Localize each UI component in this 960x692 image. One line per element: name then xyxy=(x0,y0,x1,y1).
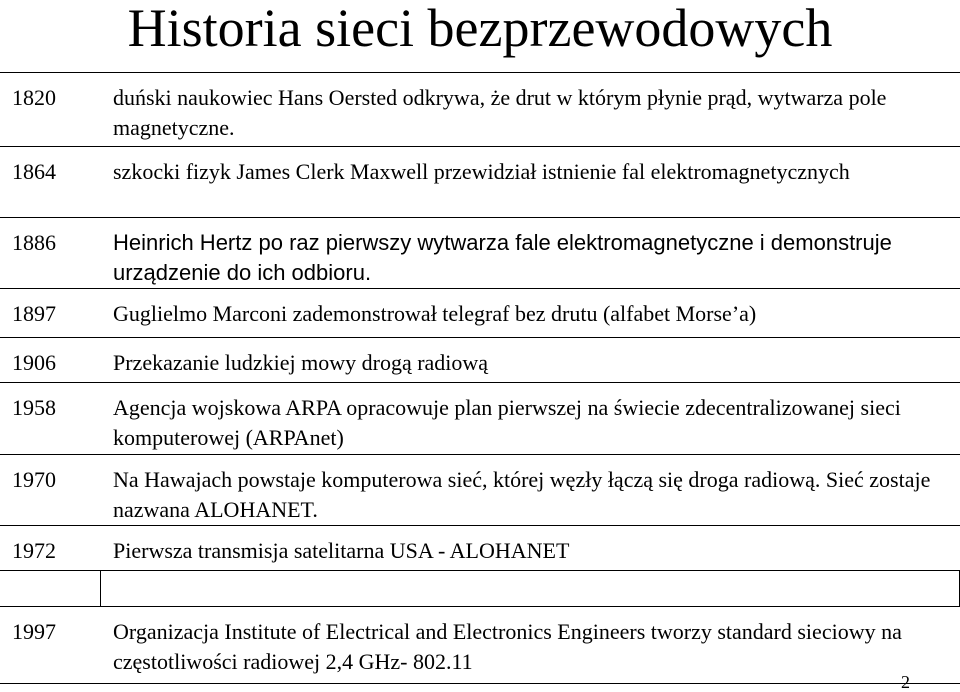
event-text: Organizacja Institute of Electrical and Electronics Engineers tworzy standard sieciowy na częstotliwości radiowej 2,4 GHz- 802.11 xyxy=(100,607,960,684)
event-text: Przekazanie ludzkiej mowy drogą radiową xyxy=(100,338,960,383)
event-text: Agencja wojskowa ARPA opracowuje plan pierwszej na świecie zdecentralizowanej sieci komputerowej (ARPAnet) xyxy=(100,383,960,455)
year-cell: 1906 xyxy=(0,338,100,383)
table-row xyxy=(0,455,960,526)
table-row xyxy=(0,383,960,455)
event-text: duński naukowiec Hans Oersted odkrywa, że drut w którym płynie prąd, wytwarza pole magnetyczne. xyxy=(100,73,960,147)
event-text: szkocki fizyk James Clerk Maxwell przewidział istnienie fal elektromagnetycznych xyxy=(100,147,960,218)
year-cell: 1997 xyxy=(0,607,100,684)
year-cell: 1958 xyxy=(0,383,100,455)
table-row xyxy=(0,607,960,684)
year-cell: 1864 xyxy=(0,147,100,218)
table-row-empty xyxy=(0,571,960,607)
event-text: Guglielmo Marconi zademonstrował telegraf bez drutu (alfabet Morse’a) xyxy=(100,289,960,338)
year-cell: 1886 xyxy=(0,218,100,289)
table-row xyxy=(0,338,960,383)
timeline-table xyxy=(0,72,960,684)
event-text xyxy=(100,571,960,607)
year-cell: 1897 xyxy=(0,289,100,338)
event-text: Na Hawajach powstaje komputerowa sieć, której węzły łączą się droga radiową. Sieć zostaje nazwana ALOHANET. xyxy=(100,455,960,526)
event-text: Heinrich Hertz po raz pierwszy wytwarza fale elektromagnetyczne i demonstruje urządzenie do ich odbioru. xyxy=(100,218,960,289)
slide-title: Historia sieci bezprzewodowych xyxy=(127,0,833,58)
year-cell: 1970 xyxy=(0,455,100,526)
table-row xyxy=(0,147,960,218)
page-number: 2 xyxy=(901,672,910,692)
year-cell: 1820 xyxy=(0,73,100,147)
table-row xyxy=(0,73,960,147)
table-row xyxy=(0,218,960,289)
table-row xyxy=(0,526,960,571)
year-cell xyxy=(0,571,100,607)
year-cell: 1972 xyxy=(0,526,100,571)
table-row xyxy=(0,289,960,338)
event-text: Pierwsza transmisja satelitarna USA - ALOHANET xyxy=(100,526,960,571)
